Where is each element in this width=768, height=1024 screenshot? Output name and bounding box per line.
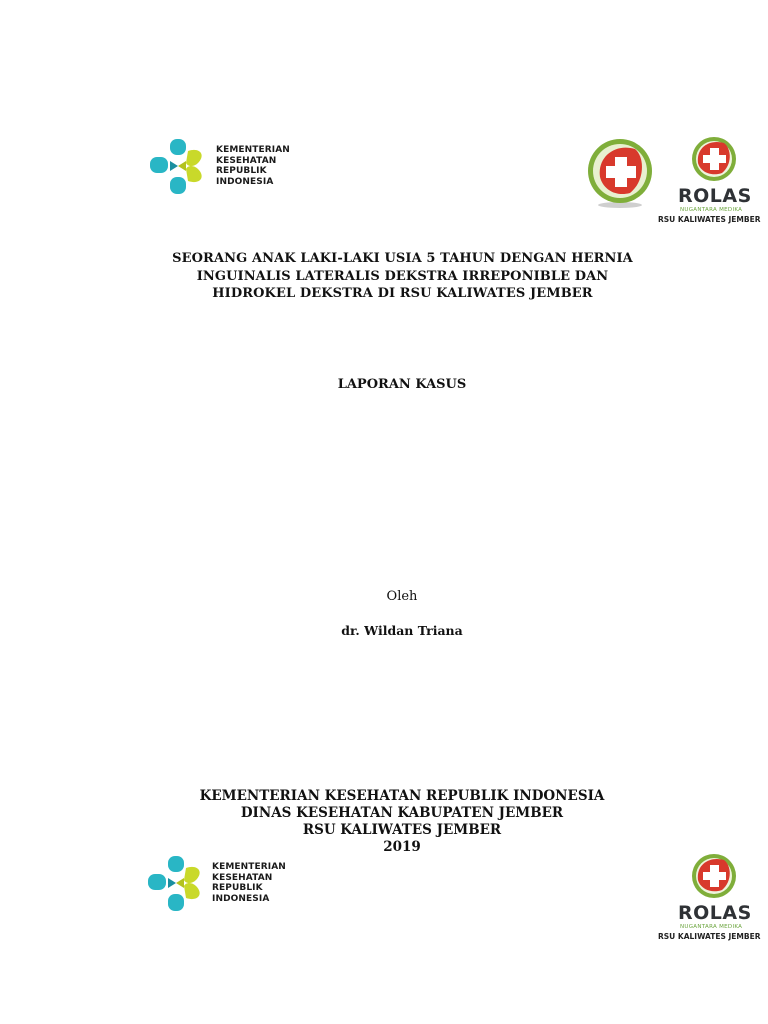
rolas-wordmark: ROLAS xyxy=(678,185,752,207)
kemenkes-line: REPUBLIK xyxy=(212,883,263,893)
kemenkes-logo-bottom xyxy=(146,854,296,914)
kemenkes-line: KEMENTERIAN xyxy=(212,862,286,872)
rolas-subtitle: NUGANTARA MEDIKA xyxy=(680,924,743,930)
rolas-cross-icon xyxy=(688,135,740,183)
kemenkes-logo-top xyxy=(148,137,298,197)
document-subtitle: LAPORAN KASUS xyxy=(337,377,467,392)
rolas-logo-bottom xyxy=(658,852,768,944)
kemenkes-line: REPUBLIK xyxy=(216,166,267,176)
kemenkes-emblem-icon xyxy=(146,854,206,914)
institution-line: RSU KALIWATES JEMBER xyxy=(302,822,502,838)
medical-cross-icon xyxy=(585,137,655,212)
institution-line: DINAS KESEHATAN KABUPATEN JEMBER xyxy=(240,805,564,821)
kemenkes-line: KESEHATAN xyxy=(216,155,277,166)
rolas-cross-icon xyxy=(688,852,740,900)
rolas-rsu-label: RSU KALIWATES JEMBER xyxy=(658,215,761,224)
by-label: Oleh xyxy=(386,589,418,604)
rolas-subtitle: NUGANTARA MEDIKA xyxy=(680,207,743,213)
kemenkes-line: KESEHATAN xyxy=(212,872,273,883)
kemenkes-emblem-icon xyxy=(148,137,208,197)
document-title xyxy=(150,250,655,303)
title-line: SEORANG ANAK LAKI-LAKI USIA 5 TAHUN DENGAN HERNIA xyxy=(172,251,633,266)
cross-emblem-logo xyxy=(585,137,655,212)
institution-block xyxy=(0,788,768,856)
rolas-wordmark: ROLAS xyxy=(678,902,752,924)
kemenkes-line: KEMENTERIAN xyxy=(216,145,290,155)
rolas-rsu-label: RSU KALIWATES JEMBER xyxy=(658,932,761,941)
author-name: dr. Wildan Triana xyxy=(341,623,463,638)
kemenkes-line: INDONESIA xyxy=(216,176,274,187)
institution-line: KEMENTERIAN KESEHATAN REPUBLIK INDONESIA xyxy=(199,788,605,804)
rolas-logo-top xyxy=(658,135,768,227)
year: 2019 xyxy=(383,839,421,855)
kemenkes-line: INDONESIA xyxy=(212,893,270,904)
title-line: INGUINALIS LATERALIS DEKSTRA IRREPONIBLE DAN xyxy=(196,268,609,284)
title-line: HIDROKEL DEKSTRA DI RSU KALIWATES JEMBER xyxy=(212,286,593,301)
